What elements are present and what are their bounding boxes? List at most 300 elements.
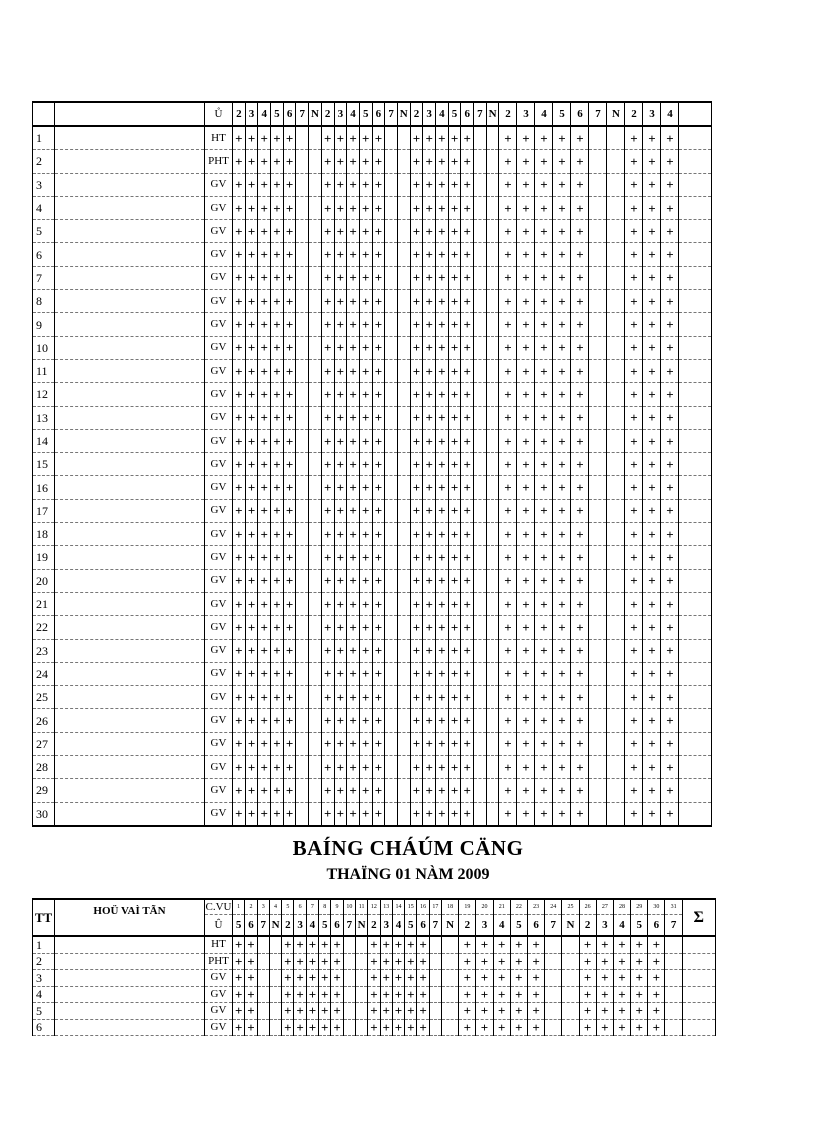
attendance-cell: +: [334, 406, 347, 429]
attendance-cell: +: [372, 243, 385, 266]
attendance-cell: +: [410, 406, 423, 429]
attendance-cell: +: [372, 616, 385, 639]
attendance-cell: [589, 313, 607, 336]
attendance-cell: [296, 732, 309, 755]
attendance-cell: [607, 779, 625, 802]
attendance-cell: +: [553, 196, 571, 219]
attendance-cell: [385, 126, 398, 150]
cv-header-top: C.VU: [205, 900, 232, 913]
attendance-cell: [385, 709, 398, 732]
attendance-cell: +: [436, 383, 449, 406]
attendance-cell: [562, 936, 579, 953]
attendance-cell: [397, 196, 410, 219]
attendance-cell: +: [423, 616, 436, 639]
attendance-cell: +: [436, 662, 449, 685]
attendance-cell: +: [319, 936, 331, 953]
attendance-cell: +: [372, 150, 385, 173]
row-number: 5: [33, 1003, 55, 1020]
attendance-cell: [545, 953, 562, 970]
attendance-cell: +: [359, 173, 372, 196]
attendance-cell: [474, 592, 487, 615]
position-cell: GV: [205, 592, 233, 615]
attendance-cell: +: [461, 359, 474, 382]
attendance-cell: +: [661, 243, 679, 266]
attendance-cell: +: [306, 936, 318, 953]
attendance-cell: +: [553, 173, 571, 196]
attendance-cell: +: [476, 986, 493, 1003]
attendance-cell: +: [319, 1019, 331, 1036]
name-cell: [55, 313, 205, 336]
attendance-cell: +: [510, 1003, 527, 1020]
attendance-cell: [474, 336, 487, 359]
attendance-cell: +: [359, 243, 372, 266]
attendance-cell: +: [306, 953, 318, 970]
day-header: 7: [474, 102, 487, 126]
total-cell: [679, 266, 712, 289]
attendance-cell: +: [517, 313, 535, 336]
date-header: 10: [343, 899, 355, 915]
attendance-cell: +: [334, 802, 347, 826]
attendance-cell: +: [410, 290, 423, 313]
attendance-cell: +: [233, 429, 246, 452]
attendance-cell: [296, 406, 309, 429]
attendance-cell: +: [517, 383, 535, 406]
attendance-cell: +: [571, 220, 589, 243]
attendance-cell: +: [423, 592, 436, 615]
attendance-cell: [309, 756, 322, 779]
attendance-cell: +: [631, 1003, 648, 1020]
attendance-cell: [309, 662, 322, 685]
attendance-cell: +: [372, 406, 385, 429]
attendance-cell: +: [625, 429, 643, 452]
date-header: 23: [527, 899, 544, 915]
attendance-cell: [486, 126, 499, 150]
attendance-cell: +: [359, 616, 372, 639]
attendance-cell: +: [596, 953, 613, 970]
attendance-cell: +: [258, 453, 271, 476]
attendance-cell: +: [233, 499, 246, 522]
attendance-cell: +: [233, 686, 246, 709]
attendance-cell: [486, 196, 499, 219]
table-row: [33, 383, 712, 406]
attendance-cell: +: [535, 453, 553, 476]
attendance-cell: +: [245, 756, 258, 779]
attendance-cell: +: [271, 359, 284, 382]
attendance-cell: +: [535, 523, 553, 546]
attendance-cell: +: [436, 476, 449, 499]
attendance-cell: +: [410, 616, 423, 639]
attendance-cell: +: [571, 732, 589, 755]
attendance-cell: +: [271, 546, 284, 569]
attendance-cell: +: [625, 290, 643, 313]
attendance-cell: [474, 196, 487, 219]
attendance-cell: +: [405, 1003, 417, 1020]
attendance-cell: +: [245, 569, 258, 592]
attendance-cell: [545, 936, 562, 953]
attendance-cell: [474, 686, 487, 709]
attendance-cell: +: [410, 429, 423, 452]
date-header: 5: [282, 899, 294, 915]
attendance-cell: +: [596, 1019, 613, 1036]
attendance-cell: +: [410, 709, 423, 732]
attendance-cell: +: [527, 986, 544, 1003]
attendance-cell: [397, 802, 410, 826]
attendance-cell: +: [571, 313, 589, 336]
attendance-cell: +: [625, 453, 643, 476]
attendance-cell: +: [258, 616, 271, 639]
attendance-cell: [474, 220, 487, 243]
day-header: 2: [410, 102, 423, 126]
attendance-cell: +: [596, 1003, 613, 1020]
attendance-cell: +: [321, 383, 334, 406]
attendance-cell: +: [643, 732, 661, 755]
attendance-cell: +: [571, 639, 589, 662]
attendance-cell: [296, 546, 309, 569]
attendance-cell: +: [321, 476, 334, 499]
attendance-cell: [397, 429, 410, 452]
day-header: 3: [380, 915, 392, 937]
table-row: [33, 476, 712, 499]
name-cell: [55, 336, 205, 359]
attendance-cell: +: [510, 1019, 527, 1036]
attendance-cell: +: [392, 986, 404, 1003]
attendance-cell: +: [499, 756, 517, 779]
attendance-cell: +: [643, 499, 661, 522]
attendance-cell: +: [517, 616, 535, 639]
attendance-cell: +: [410, 662, 423, 685]
attendance-cell: +: [410, 150, 423, 173]
attendance-cell: +: [517, 732, 535, 755]
row-number: 27: [33, 732, 55, 755]
attendance-cell: [429, 986, 441, 1003]
attendance-cell: [607, 732, 625, 755]
attendance-cell: [355, 936, 367, 953]
attendance-cell: +: [423, 173, 436, 196]
attendance-cell: +: [436, 150, 449, 173]
attendance-cell: [296, 429, 309, 452]
attendance-cell: +: [283, 779, 296, 802]
table-row: [33, 953, 716, 970]
attendance-cell: +: [423, 196, 436, 219]
attendance-cell: +: [499, 336, 517, 359]
table-row: [33, 779, 712, 802]
attendance-cell: +: [661, 662, 679, 685]
attendance-cell: [474, 406, 487, 429]
attendance-cell: +: [461, 709, 474, 732]
attendance-cell: [309, 616, 322, 639]
attendance-cell: +: [461, 616, 474, 639]
total-cell: [679, 173, 712, 196]
attendance-cell: +: [271, 523, 284, 546]
name-cell: [55, 936, 205, 953]
attendance-cell: +: [423, 429, 436, 452]
attendance-cell: +: [271, 453, 284, 476]
table-row: [33, 196, 712, 219]
attendance-cell: +: [571, 499, 589, 522]
attendance-cell: +: [510, 936, 527, 953]
name-cell: [55, 173, 205, 196]
attendance-cell: +: [579, 1019, 596, 1036]
position-cell: GV: [205, 1019, 233, 1036]
attendance-cell: +: [631, 986, 648, 1003]
date-header: 16: [417, 899, 429, 915]
day-header: 4: [661, 102, 679, 126]
attendance-cell: [309, 592, 322, 615]
attendance-cell: +: [448, 290, 461, 313]
attendance-cell: +: [459, 1019, 476, 1036]
attendance-cell: [296, 359, 309, 382]
attendance-cell: +: [436, 709, 449, 732]
attendance-cell: +: [359, 686, 372, 709]
day-header: 3: [423, 102, 436, 126]
table-row: [33, 406, 712, 429]
total-cell: [682, 1003, 715, 1020]
attendance-cell: +: [448, 732, 461, 755]
attendance-cell: +: [334, 709, 347, 732]
attendance-cell: +: [499, 406, 517, 429]
attendance-cell: +: [517, 569, 535, 592]
total-cell: [679, 453, 712, 476]
day-header: 7: [296, 102, 309, 126]
attendance-cell: [343, 986, 355, 1003]
attendance-cell: [385, 732, 398, 755]
attendance-cell: [385, 290, 398, 313]
attendance-cell: +: [245, 429, 258, 452]
attendance-cell: [429, 1019, 441, 1036]
attendance-cell: +: [245, 936, 257, 953]
position-cell: GV: [205, 406, 233, 429]
attendance-cell: [474, 290, 487, 313]
attendance-cell: +: [245, 336, 258, 359]
attendance-cell: +: [321, 569, 334, 592]
attendance-cell: +: [258, 290, 271, 313]
attendance-cell: +: [359, 359, 372, 382]
attendance-cell: +: [321, 406, 334, 429]
attendance-cell: [385, 639, 398, 662]
attendance-cell: [607, 476, 625, 499]
attendance-cell: +: [233, 936, 245, 953]
attendance-cell: +: [499, 779, 517, 802]
attendance-cell: +: [347, 243, 360, 266]
attendance-cell: +: [233, 266, 246, 289]
attendance-cell: [474, 383, 487, 406]
attendance-cell: [442, 1019, 459, 1036]
attendance-cell: +: [461, 150, 474, 173]
attendance-cell: [397, 126, 410, 150]
attendance-cell: +: [233, 592, 246, 615]
attendance-cell: [486, 662, 499, 685]
attendance-cell: +: [517, 523, 535, 546]
attendance-cell: +: [571, 523, 589, 546]
attendance-cell: +: [334, 756, 347, 779]
attendance-cell: +: [233, 709, 246, 732]
attendance-cell: +: [553, 802, 571, 826]
attendance-cell: +: [331, 970, 343, 987]
attendance-cell: +: [417, 936, 429, 953]
attendance-cell: +: [571, 406, 589, 429]
attendance-cell: +: [553, 569, 571, 592]
attendance-cell: +: [643, 802, 661, 826]
attendance-cell: [309, 639, 322, 662]
attendance-cell: [589, 499, 607, 522]
attendance-cell: [589, 383, 607, 406]
attendance-cell: [665, 936, 682, 953]
row-number: 29: [33, 779, 55, 802]
day-header: 6: [527, 915, 544, 937]
total-cell: [679, 406, 712, 429]
attendance-cell: +: [436, 569, 449, 592]
attendance-cell: +: [258, 220, 271, 243]
name-cell: [55, 1003, 205, 1020]
attendance-cell: [474, 359, 487, 382]
total-cell: [679, 686, 712, 709]
attendance-cell: +: [499, 383, 517, 406]
attendance-cell: [486, 173, 499, 196]
attendance-cell: +: [410, 313, 423, 336]
attendance-cell: +: [233, 1003, 245, 1020]
attendance-cell: +: [372, 266, 385, 289]
attendance-cell: +: [553, 476, 571, 499]
attendance-cell: +: [347, 220, 360, 243]
attendance-cell: +: [359, 732, 372, 755]
attendance-cell: +: [461, 266, 474, 289]
name-cell: [55, 243, 205, 266]
attendance-cell: [385, 336, 398, 359]
attendance-cell: +: [258, 569, 271, 592]
total-cell: [679, 499, 712, 522]
day-header: 5: [319, 915, 331, 937]
attendance-cell: [474, 499, 487, 522]
attendance-cell: +: [625, 336, 643, 359]
attendance-cell: +: [461, 499, 474, 522]
attendance-cell: [486, 383, 499, 406]
attendance-cell: +: [436, 779, 449, 802]
attendance-cell: +: [359, 313, 372, 336]
attendance-cell: +: [410, 499, 423, 522]
attendance-cell: +: [553, 686, 571, 709]
attendance-cell: [309, 569, 322, 592]
attendance-cell: +: [321, 732, 334, 755]
attendance-cell: [474, 266, 487, 289]
attendance-cell: [309, 476, 322, 499]
attendance-cell: +: [258, 639, 271, 662]
day-header: 3: [294, 915, 306, 937]
attendance-cell: +: [359, 639, 372, 662]
attendance-cell: +: [294, 936, 306, 953]
attendance-cell: [257, 986, 269, 1003]
attendance-cell: +: [233, 523, 246, 546]
attendance-cell: +: [571, 709, 589, 732]
attendance-cell: +: [258, 756, 271, 779]
attendance-cell: +: [372, 313, 385, 336]
position-cell: GV: [205, 313, 233, 336]
row-number: 4: [33, 196, 55, 219]
attendance-cell: [589, 523, 607, 546]
attendance-cell: [474, 709, 487, 732]
date-header: 20: [476, 899, 493, 915]
attendance-cell: +: [423, 802, 436, 826]
day-header: N: [309, 102, 322, 126]
name-cell: [55, 429, 205, 452]
attendance-cell: +: [334, 126, 347, 150]
attendance-cell: [269, 986, 281, 1003]
attendance-cell: +: [436, 546, 449, 569]
attendance-cell: +: [321, 546, 334, 569]
position-cell: GV: [205, 639, 233, 662]
attendance-cell: +: [631, 936, 648, 953]
attendance-cell: +: [405, 953, 417, 970]
attendance-cell: +: [233, 779, 246, 802]
attendance-cell: +: [436, 196, 449, 219]
attendance-cell: +: [535, 592, 553, 615]
position-cell: GV: [205, 453, 233, 476]
attendance-cell: [607, 126, 625, 150]
attendance-cell: +: [553, 406, 571, 429]
attendance-cell: +: [535, 126, 553, 150]
attendance-cell: +: [613, 936, 630, 953]
attendance-cell: [309, 266, 322, 289]
attendance-cell: +: [476, 1003, 493, 1020]
attendance-cell: +: [448, 709, 461, 732]
attendance-cell: +: [553, 220, 571, 243]
name-cell: [55, 196, 205, 219]
attendance-cell: +: [347, 429, 360, 452]
attendance-cell: [474, 476, 487, 499]
position-cell: GV: [205, 616, 233, 639]
attendance-cell: [296, 243, 309, 266]
attendance-cell: +: [499, 266, 517, 289]
attendance-cell: +: [571, 476, 589, 499]
position-cell: PHT: [205, 150, 233, 173]
attendance-cell: [397, 220, 410, 243]
attendance-cell: [486, 756, 499, 779]
attendance-cell: +: [499, 243, 517, 266]
attendance-cell: +: [648, 986, 665, 1003]
attendance-cell: [309, 196, 322, 219]
attendance-cell: +: [571, 429, 589, 452]
attendance-cell: +: [271, 779, 284, 802]
attendance-cell: [589, 429, 607, 452]
attendance-cell: [589, 546, 607, 569]
attendance-cell: [355, 1003, 367, 1020]
attendance-cell: +: [517, 499, 535, 522]
total-cell: [682, 1019, 715, 1036]
attendance-cell: [607, 592, 625, 615]
attendance-cell: [397, 406, 410, 429]
attendance-cell: [589, 220, 607, 243]
attendance-cell: [429, 936, 441, 953]
attendance-cell: +: [321, 196, 334, 219]
total-cell: [682, 986, 715, 1003]
attendance-cell: +: [613, 1003, 630, 1020]
attendance-cell: +: [321, 173, 334, 196]
name-cell: [55, 523, 205, 546]
attendance-cell: +: [331, 1019, 343, 1036]
attendance-cell: +: [271, 732, 284, 755]
row-number: 13: [33, 406, 55, 429]
day-header: N: [607, 102, 625, 126]
attendance-cell: +: [283, 196, 296, 219]
attendance-cell: +: [359, 476, 372, 499]
attendance-cell: +: [553, 523, 571, 546]
attendance-cell: [589, 126, 607, 150]
attendance-cell: +: [499, 523, 517, 546]
attendance-cell: +: [625, 150, 643, 173]
attendance-cell: [665, 953, 682, 970]
attendance-cell: +: [517, 359, 535, 382]
attendance-cell: +: [448, 220, 461, 243]
row-number: 16: [33, 476, 55, 499]
